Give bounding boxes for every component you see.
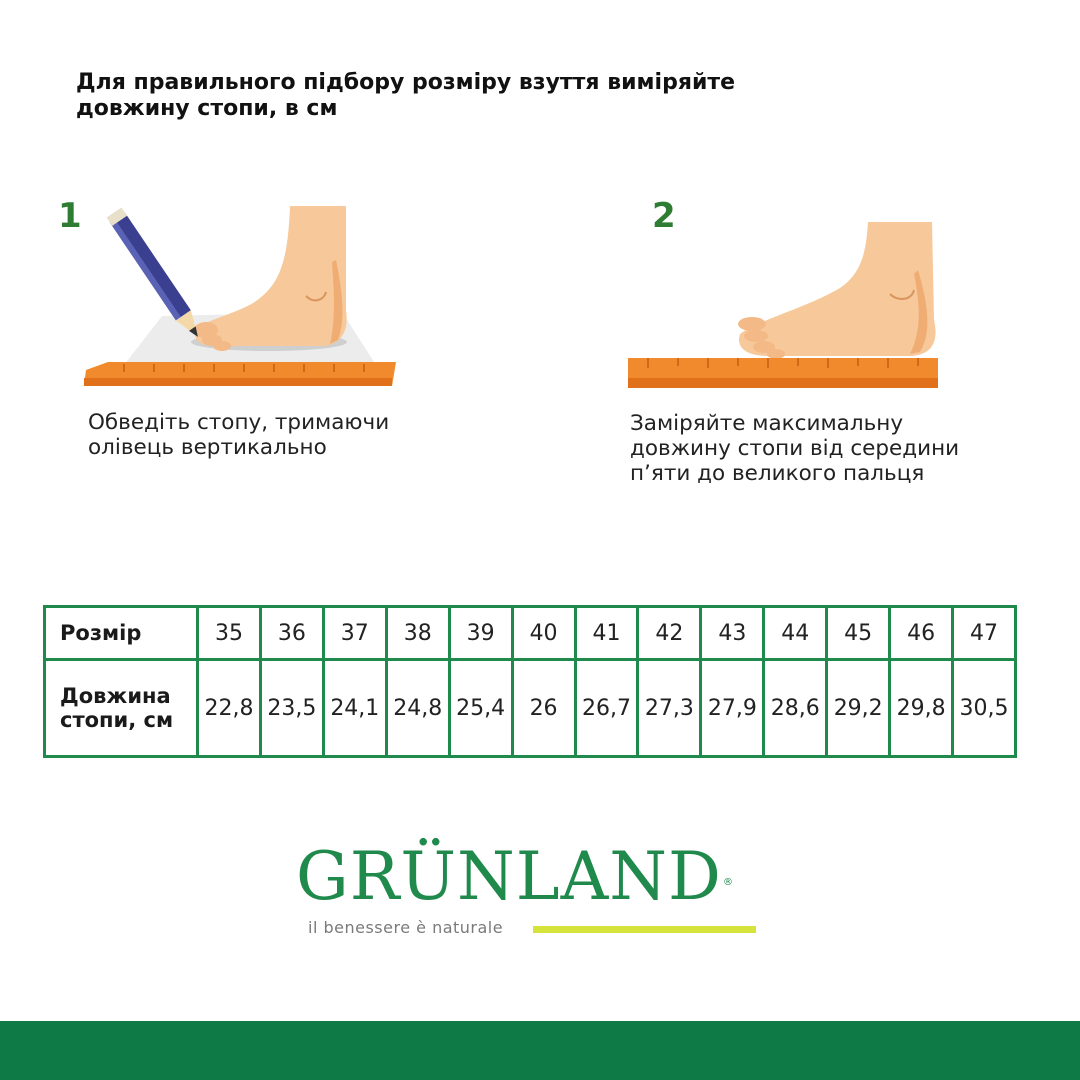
- step-1-number: 1: [58, 196, 82, 236]
- size-cell: 44: [764, 607, 827, 660]
- size-cell: 35: [198, 607, 261, 660]
- length-cell: 28,6: [764, 660, 827, 757]
- length-cell: 26,7: [575, 660, 638, 757]
- size-cell: 39: [449, 607, 512, 660]
- tagline-accent-bar: [533, 926, 756, 933]
- length-cell: 24,8: [386, 660, 449, 757]
- step-1-caption: [88, 410, 389, 460]
- step-2-caption-line2: довжину стопи від середини: [630, 436, 960, 461]
- step-2-caption-line1: Заміряйте максимальну: [630, 411, 904, 436]
- size-cell: 46: [890, 607, 953, 660]
- step-2-number: 2: [652, 196, 676, 236]
- size-cell: 38: [386, 607, 449, 660]
- step-1-caption-line1: Обведіть стопу, тримаючи: [88, 410, 390, 435]
- size-cell: 42: [638, 607, 701, 660]
- pencil-icon: [107, 207, 206, 341]
- length-cell: 27,3: [638, 660, 701, 757]
- length-row-label: [45, 660, 198, 757]
- size-cell: 43: [701, 607, 764, 660]
- page-headline: Для правильного підбору розміру взуття виміряйте довжину стопи, в см: [76, 70, 736, 121]
- foot-shape-2: [739, 222, 936, 356]
- length-cell: 24,1: [323, 660, 386, 757]
- size-cell: 47: [953, 607, 1016, 660]
- registered-mark: ®: [722, 877, 734, 888]
- brand-logo: [296, 838, 734, 915]
- size-row-label: Розмір: [45, 607, 198, 660]
- step-2-caption: [630, 411, 959, 486]
- footer-band: [0, 1021, 1080, 1080]
- trace-foot-illustration: [84, 200, 398, 392]
- length-row-label-line2: стопи, см: [60, 708, 174, 733]
- length-cell: 26: [512, 660, 575, 757]
- measure-foot-illustration: [628, 220, 940, 392]
- length-cell: 30,5: [953, 660, 1016, 757]
- size-cell: 37: [323, 607, 386, 660]
- foot-shape: [195, 206, 346, 346]
- size-cell: 41: [575, 607, 638, 660]
- length-cell: 25,4: [449, 660, 512, 757]
- length-cell: 22,8: [198, 660, 261, 757]
- length-cell: 29,2: [827, 660, 890, 757]
- length-cell: 27,9: [701, 660, 764, 757]
- length-cell: 29,8: [890, 660, 953, 757]
- brand-tagline: il benessere è naturale: [308, 918, 504, 937]
- step-2-caption-line3: п’яти до великого пальця: [630, 461, 925, 486]
- size-cell: 45: [827, 607, 890, 660]
- length-cell: 23,5: [260, 660, 323, 757]
- size-cell: 40: [512, 607, 575, 660]
- step-1-caption-line2: олівець вертикально: [88, 435, 327, 460]
- size-row: [45, 607, 1016, 660]
- size-cell: 36: [260, 607, 323, 660]
- size-table: [43, 605, 1017, 758]
- brand-name: GRÜNLAND: [296, 838, 722, 915]
- length-row-label-line1: Довжина: [60, 684, 171, 709]
- length-row: [45, 660, 1016, 757]
